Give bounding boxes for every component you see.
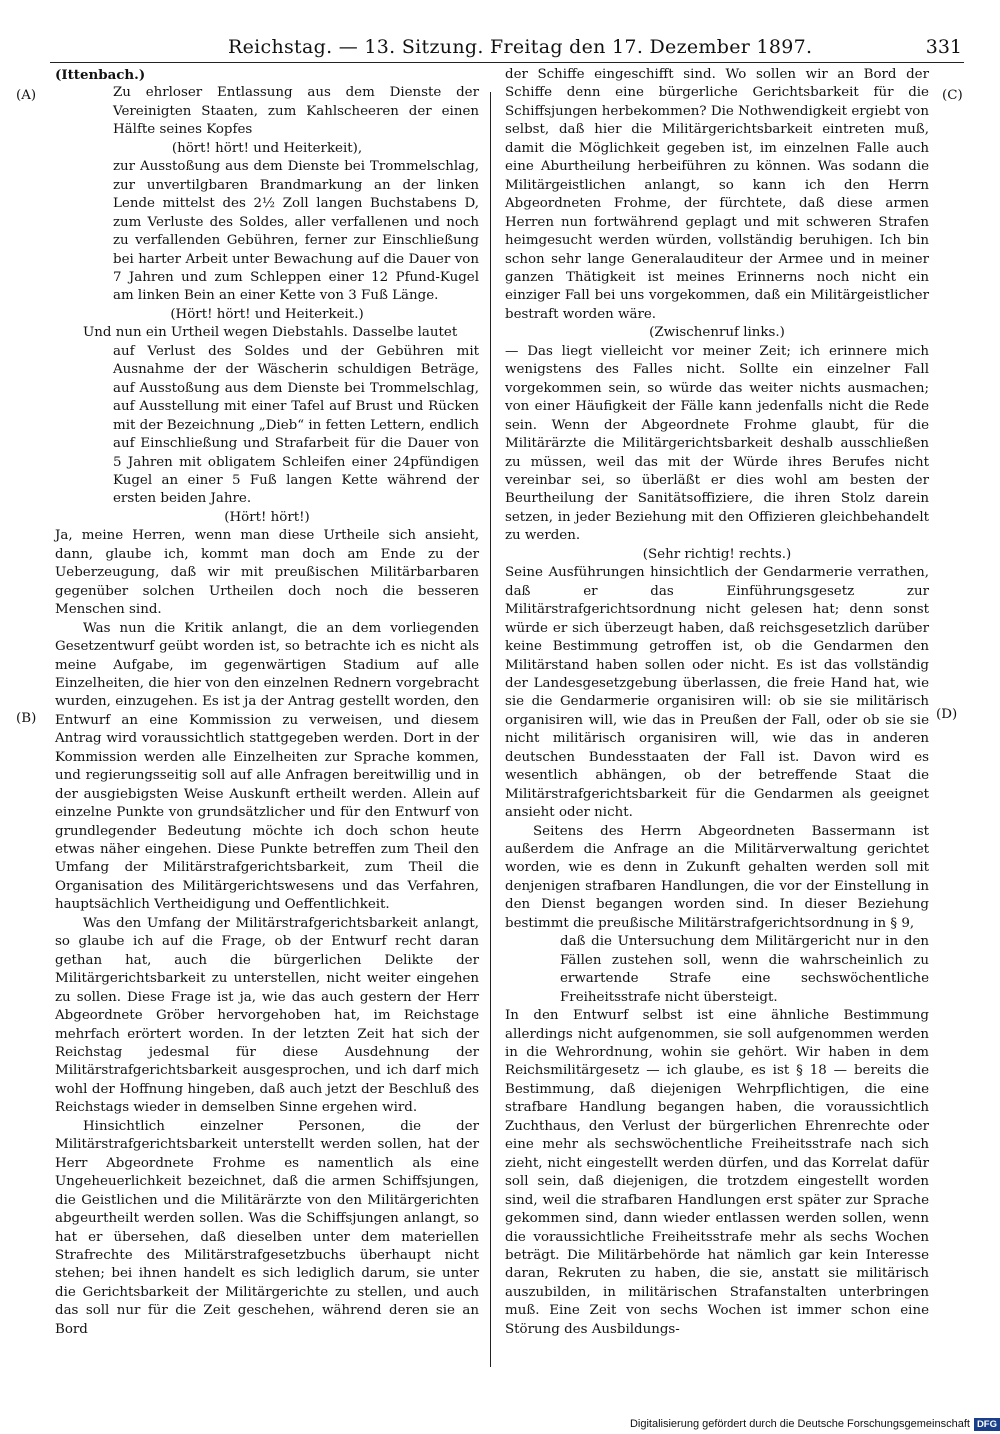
- paragraph: daß die Untersuchung dem Militärgericht nur in den Fällen zustehen soll, wenn die wahrscheinlich zu erwartende Strafe eine sechswöchentliche Freiheitsstrafe nicht übersteigt.: [560, 934, 929, 1005]
- paragraph: der Schiffe eingeschifft sind. Wo sollen wir an Bord der Schiffe denn eine bürgerliche Gerichtsbarkeit für die Schiffsjungen herbekommen? Die Nothwendigkeit ergiebt von selbst, daß hier die Militärgerichtsbarkeit eintreten muß, damit die Möglichkeit gegeben ist, im einzelnen Falle auch eine Aburtheilung herbeiführen zu können. Was sodann die Militärgeistlichen anlangt, so kann ich den Herrn Abgeordneten Frohme, der fürchtete, daß diese armen Herren nun fortwährend geplagt und mit schweren Strafen heimgesucht werden würden, vollständig beruhigen. Ich bin schon sehr lange Generalauditeur der Armee und in meiner ganzen Thätigkeit ist meines Erinnerns noch nicht ein einziger Fall bei uns vorgekommen, daß ein Militärgeistlicher bestraft worden wäre.: [505, 67, 929, 322]
- paragraph: Hinsichtlich einzelner Personen, die der Militärstrafgerichtsbarkeit unterstellt werden sollen, hat der Herr Abgeordnete Frohme es namentlich als eine Ungeheuerlichkeit bezeichnet, daß die armen Schiffsjungen, die Geistlichen und die Militärärzte von den Militärgerichten abgeurtheilt werden sollen. Was die Schiffsjungen anlangt, so hat er übersehen, daß dieselben unter dem materiellen Strafrechte des Militärstrafgesetzbuchs überhaupt nicht stehen; bei ihnen handelt es sich lediglich darum, sie unter die Gerichtsbarkeit der Militärgerichte zu stellen, und auch das soll nur für die Zeit geschehen, während deren sie an Bord: [55, 1118, 479, 1337]
- paragraph: Was nun die Kritik anlangt, die an dem vorliegenden Gesetzentwurf geübt worden ist, so betrachte ich es nicht als meine Aufgabe, im gegenwärtigen Stadium auf alle Einzelheiten, die hier von den einzelnen Rednern vorgebracht wurden, einzugehen. Es ist ja der Antrag gestellt worden, den Entwurf an eine Kommission zu verweisen, und diesem Antrag wird voraussichtlich stattgegeben werden. Dort in der Kommission werden alle Einzelheiten zur Sprache kommen, und regierungsseitig soll auf alle Anfragen bereitwillig und in der ausgiebigsten Weise Auskunft ertheilt werden. Allein auf einzelne Punkte von grundsätzlicher und für den Entwurf von grundlegender Bedeutung möchte ich doch schon heute etwas näher eingehen. Diese Punkte betreffen zum Theil den Umfang der Militärstrafgerichtsbarkeit, zum Theil die Organisation des Militärgerichtswesens und das Verfahren, hauptsächlich Vertheidigung und Oeffentlichkeit.: [55, 620, 479, 913]
- credit-text: Digitalisierung gefördert durch die Deutsche Forschungsgemeinschaft: [629, 1418, 970, 1430]
- paragraph: Seitens des Herrn Abgeordneten Bassermann ist außerdem die Anfrage an die Militärverwaltung gerichtet worden, wie es denn in Zukunft gehalten werden soll mit denjenigen strafbaren Handlungen, die vor der Einstellung in den Dienst begangen worden sind. In dieser Beziehung bestimmt die preußische Militärstrafgerichtsordnung in § 9,: [505, 823, 929, 931]
- interjection: (Hört! hört! und Heiterkeit.): [170, 306, 364, 322]
- page-number: 331: [925, 36, 962, 58]
- margin-marker-a: (A): [16, 88, 37, 103]
- interjection: (Hört! hört!): [224, 509, 310, 525]
- column-divider: [490, 92, 491, 1367]
- paragraph: auf Verlust des Soldes und der Gebühren mit Ausnahme der der Wäscherin schuldigen Beträge, auf Ausstoßung aus dem Dienste bei Trommelschlag, auf Ausstellung mit einer Tafel auf Brust und Rücken mit der Bezeichnung „Dieb“ in fetten Lettern, endlich auf Einschließung und Strafarbeit für die Dauer von 5 Jahren mit obligatem Schleifen einer 24pfündigen Kugel an einer 5 Fuß langen Kette während der ersten beiden Jahre.: [113, 343, 479, 507]
- paragraph: Was den Umfang der Militärstrafgerichtsbarkeit anlangt, so glaube ich auf die Frage, ob der Entwurf recht daran gethan hat, auch die bürgerlichen Delikte der Militärgerichtsbarkeit zu unterstellen, nicht weiter eingehen zu sollen. Diese Frage ist ja, wie das auch gestern der Herr Abgeordnete Gröber hervorgehoben hat, im Reichstage mehrfach erörtert worden. In der letzten Zeit hat sich der Reichstag jedesmal für diese Ausdehnung der Militärstrafgerichtsbarkeit ausgesprochen, und ich darf mich wohl der Hoffnung hingeben, daß auch jetzt der Beschluß des Reichstags wieder in demselben Sinne ergehen wird.: [55, 915, 479, 1116]
- paragraph: In den Entwurf selbst ist eine ähnliche Bestimmung allerdings nicht aufgenommen, sie soll aufgenommen werden in die Wehrordnung, wohin sie gehört. Wir haben in dem Reichsmilitärgesetz — ich glaube, es ist § 18 — bereits die Bestimmung, daß diejenigen Wehrpflichtigen, die eine strafbare Handlung begangen haben, die voraussichtlich Zuchthaus, den Verlust der bürgerlichen Ehrenrechte oder eine mehr als sechswöchentliche Freiheitsstrafe nach sich zieht, nicht eingestellt werden dürfen, und das Korrelat dafür soll sein, daß diejenigen, die trotzdem eingestellt worden sind, weil die strafbaren Handlungen erst später zur Sprache gekommen sind, dann wieder entlassen werden sollen, wenn die voraussichtliche Freiheitsstrafe mehr als sechs Wochen beträgt. Die Militärbehörde hat nämlich gar kein Interesse daran, Rekruten zu haben, die sie, anstatt sie militärisch auszubilden, in militärischen Strafanstalten unterbringen muß. Eine Zeit von sechs Wochen ist immer schon eine Störung des Ausbildungs-: [505, 1008, 929, 1337]
- interjection: (Sehr richtig! rechts.): [642, 546, 792, 562]
- margin-marker-d: (D): [936, 707, 958, 722]
- dfg-logo: DFG: [974, 1418, 1000, 1431]
- paragraph: Ja, meine Herren, wenn man diese Urtheile sich ansieht, dann, glaube ich, kommt man doch am Ende zu der Ueberzeugung, daß wir mit preußischen Militärbarbaren gegenüber solchen Urtheilen doch noch die besseren Menschen sind.: [55, 528, 479, 618]
- margin-marker-b: (B): [16, 711, 37, 726]
- running-title: Reichstag. — 13. Sitzung. Freitag den 17. Dezember 1897.: [228, 36, 813, 58]
- right-column: [505, 66, 929, 1339]
- paragraph: Seine Ausführungen hinsichtlich der Gendarmerie verrathen, daß er das Einführungsgesetz zur Militärstrafgerichtsordnung nicht gelesen hat; denn sonst würde er sich überzeugt haben, daß reichsgesetzlich darüber keine Bestimmung getroffen ist, ob die Gendarmen den Militärstand haben sollen oder nicht. Es ist das vollständig der Landesgesetzgebung überlassen, die freie Hand hat, wie sie die Gendarmerie organisiren will: ob sie sie militärisch organisiren will, wie das in Preußen der Fall, oder ob sie sie nicht militärisch organisiren will, wie das in anderen deutschen Bundesstaaten der Fall ist. Davon wird es wesentlich abhängen, ob der betreffende Staat die Militärstrafgerichtsbarkeit für die Gendarmen als geeignet ansieht oder nicht.: [505, 565, 929, 821]
- digitization-credit: [560, 1418, 1000, 1434]
- paragraph: — Das liegt vielleicht vor meiner Zeit; ich erinnere mich wenigstens des Falles nicht. Sollte ein einzelner Fall vorgekommen sein, so würde das weiter nichts ausmachen; von einer Häufigkeit der Fälle kann jedenfalls nicht die Rede sein. Wenn der Abgeordnete Frohme glaubt, für die Militärärzte die Militärgerichtsbarkeit deshalb ausschließen zu müssen, weil das mit der Würde ihres Berufes nicht vereinbar sei, so überläßt er dies wohl am besten der Beurtheilung der Sanitätsoffiziere, die ihren Stolz darein setzen, in jeder Beziehung mit den Offizieren gleichbehandelt zu werden.: [505, 343, 929, 544]
- paragraph: zur Ausstoßung aus dem Dienste bei Trommelschlag, zur unvertilgbaren Brandmarkung an der linken Lende mittelst des 2½ Zoll langen Buchstabens D, zum Verluste des Soldes, aller verfallenen und noch zu verfallenden Gebühren, ferner zur Einschließung bei harter Arbeit unter Bewachung auf die Dauer von 7 Jahren und zum Schleppen einer 12 Pfund-Kugel am linken Bein an einer Kette von 3 Fuß Länge.: [113, 159, 479, 304]
- header-rule: [50, 62, 964, 63]
- paragraph: Und nun ein Urtheil wegen Diebstahls. Dasselbe lautet: [83, 325, 458, 341]
- speaker-name: (Ittenbach.): [55, 67, 146, 83]
- interjection: (Zwischenruf links.): [649, 325, 785, 341]
- margin-marker-c: (C): [942, 88, 963, 103]
- interjection: (hört! hört! und Heiterkeit),: [171, 140, 363, 156]
- left-column: [55, 66, 479, 1339]
- page-header: [0, 0, 1000, 62]
- paragraph: Zu ehrloser Entlassung aus dem Dienste der Vereinigten Staaten, zum Kahlscheeren der einen Hälfte seines Kopfes: [113, 85, 479, 138]
